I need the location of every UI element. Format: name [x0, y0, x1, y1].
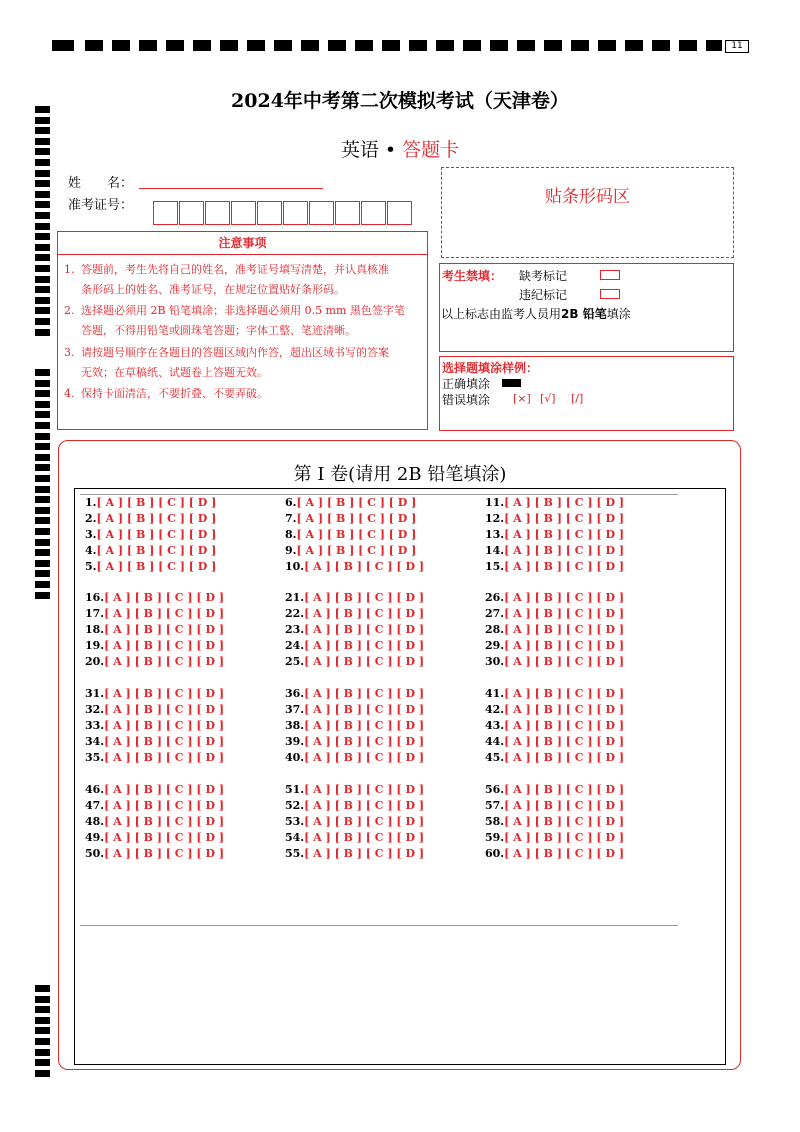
- answer-options[interactable]: [ A ] [ B ] [ C ] [ D ]: [504, 703, 625, 716]
- question-number: 9.: [285, 544, 297, 557]
- question-53[interactable]: [285, 815, 424, 829]
- timing-mark: [35, 996, 50, 1003]
- timing-mark: [35, 212, 50, 219]
- answer-options[interactable]: [ A ] [ B ] [ C ] [ D ]: [96, 496, 217, 509]
- question-number: 25.: [285, 655, 305, 668]
- answer-options[interactable]: [ A ] [ B ] [ C ] [ D ]: [104, 623, 225, 636]
- question-number: 34.: [85, 735, 105, 748]
- question-45[interactable]: [485, 751, 624, 765]
- question-25[interactable]: [285, 655, 424, 669]
- timing-mark: [35, 507, 50, 514]
- timing-mark: [35, 528, 50, 535]
- answer-options[interactable]: [ A ] [ B ] [ C ] [ D ]: [96, 528, 217, 541]
- question-3[interactable]: [85, 528, 216, 542]
- timing-mark: [35, 1017, 50, 1024]
- question-39[interactable]: [285, 735, 424, 749]
- subject-name: 英语: [340, 139, 379, 161]
- note-item: 1. 答题前，考生先将自己的姓名，准考证号填写清楚，并认真核准 条形码上的姓名、准考证号，在规定位置贴好条形码。: [64, 263, 389, 296]
- violation-mark-box[interactable]: [600, 289, 620, 299]
- answer-options[interactable]: [ A ] [ B ] [ C ] [ D ]: [296, 528, 417, 541]
- question-24[interactable]: [285, 639, 424, 653]
- answer-options[interactable]: [ A ] [ B ] [ C ] [ D ]: [504, 751, 625, 764]
- correct-fill-sample: [502, 379, 521, 387]
- answer-options[interactable]: [ A ] [ B ] [ C ] [ D ]: [304, 735, 425, 748]
- forbidden-box: [439, 263, 734, 352]
- subject-line: [0, 135, 800, 162]
- wrong-label: 错误填涂: [442, 393, 491, 407]
- question-number: 1.: [85, 496, 97, 509]
- answer-options[interactable]: [ A ] [ B ] [ C ] [ D ]: [504, 639, 625, 652]
- question-number: 7.: [285, 512, 297, 525]
- answer-options[interactable]: [ A ] [ B ] [ C ] [ D ]: [504, 528, 625, 541]
- question-number: 30.: [485, 655, 505, 668]
- absent-label: 缺考标记: [519, 269, 568, 283]
- question-41[interactable]: [485, 687, 624, 701]
- question-number: 10.: [285, 560, 305, 573]
- question-48[interactable]: [85, 815, 224, 829]
- question-number: 54.: [285, 831, 305, 844]
- question-number: 4.: [85, 544, 97, 557]
- timing-mark: [35, 1059, 50, 1066]
- question-12[interactable]: [485, 512, 624, 526]
- question-number: 43.: [485, 719, 505, 732]
- answer-options[interactable]: [ A ] [ B ] [ C ] [ D ]: [504, 496, 625, 509]
- timing-mark: [35, 329, 50, 336]
- question-54[interactable]: [285, 831, 424, 845]
- answer-options[interactable]: [ A ] [ B ] [ C ] [ D ]: [504, 799, 625, 812]
- timing-mark: [35, 985, 50, 992]
- timing-mark: [35, 1027, 50, 1034]
- question-number: 2.: [85, 512, 97, 525]
- question-number: 16.: [85, 591, 105, 604]
- question-40[interactable]: [285, 751, 424, 765]
- question-38[interactable]: [285, 719, 424, 733]
- sample-box: [439, 356, 734, 431]
- question-9[interactable]: [285, 544, 416, 558]
- answer-options[interactable]: [ A ] [ B ] [ C ] [ D ]: [104, 719, 225, 732]
- question-56[interactable]: [485, 783, 624, 797]
- answer-options[interactable]: [ A ] [ B ] [ C ] [ D ]: [104, 799, 225, 812]
- page-number: 11: [725, 40, 749, 53]
- answer-options[interactable]: [ A ] [ B ] [ C ] [ D ]: [304, 847, 425, 860]
- question-number: 19.: [85, 639, 105, 652]
- question-31[interactable]: [85, 687, 224, 701]
- answer-options[interactable]: [ A ] [ B ] [ C ] [ D ]: [296, 512, 417, 525]
- question-49[interactable]: [85, 831, 224, 845]
- forbidden-note: 以上标志由监考人员用2B 铅笔填涂: [441, 307, 631, 321]
- question-number: 40.: [285, 751, 305, 764]
- question-number: 39.: [285, 735, 305, 748]
- answer-options[interactable]: [ A ] [ B ] [ C ] [ D ]: [104, 847, 225, 860]
- answer-options[interactable]: [ A ] [ B ] [ C ] [ D ]: [504, 687, 625, 700]
- question-17[interactable]: [85, 607, 224, 621]
- question-number: 32.: [85, 703, 105, 716]
- question-22[interactable]: [285, 607, 424, 621]
- timing-mark: [35, 201, 50, 208]
- question-number: 24.: [285, 639, 305, 652]
- question-number: 29.: [485, 639, 505, 652]
- answer-options[interactable]: [ A ] [ B ] [ C ] [ D ]: [104, 831, 225, 844]
- question-number: 6.: [285, 496, 297, 509]
- answer-options[interactable]: [ A ] [ B ] [ C ] [ D ]: [104, 751, 225, 764]
- absent-mark-box[interactable]: [600, 270, 620, 280]
- timing-mark: [35, 443, 50, 450]
- forbidden-title: 考生禁填：: [442, 269, 503, 283]
- question-number: 15.: [485, 560, 505, 573]
- question-47[interactable]: [85, 799, 224, 813]
- answer-options[interactable]: [ A ] [ B ] [ C ] [ D ]: [504, 544, 625, 557]
- question-number: 8.: [285, 528, 297, 541]
- question-43[interactable]: [485, 719, 624, 733]
- answer-options[interactable]: [ A ] [ B ] [ C ] [ D ]: [304, 623, 425, 636]
- timing-mark: [35, 1049, 50, 1056]
- timing-mark: [35, 1006, 50, 1013]
- timing-mark: [35, 369, 50, 376]
- question-27[interactable]: [485, 607, 624, 621]
- question-20[interactable]: [85, 655, 224, 669]
- answer-options[interactable]: [ A ] [ B ] [ C ] [ D ]: [304, 751, 425, 764]
- question-number: 37.: [285, 703, 305, 716]
- question-7[interactable]: [285, 512, 416, 526]
- question-number: 35.: [85, 751, 105, 764]
- timing-mark: [35, 560, 50, 567]
- answer-options[interactable]: [ A ] [ B ] [ C ] [ D ]: [504, 512, 625, 525]
- answer-options[interactable]: [ A ] [ B ] [ C ] [ D ]: [504, 591, 625, 604]
- question-4[interactable]: [85, 544, 216, 558]
- timing-mark: [35, 265, 50, 272]
- question-number: 21.: [285, 591, 305, 604]
- barcode-area: 贴条形码区: [441, 167, 734, 258]
- answer-options[interactable]: [ A ] [ B ] [ C ] [ D ]: [304, 719, 425, 732]
- question-58[interactable]: [485, 815, 624, 829]
- wrong-mark-x: [×]: [513, 392, 531, 405]
- sample-title: 选择题填涂样例：: [442, 361, 539, 375]
- question-number: 58.: [485, 815, 505, 828]
- answer-options[interactable]: [ A ] [ B ] [ C ] [ D ]: [104, 687, 225, 700]
- question-44[interactable]: [485, 735, 624, 749]
- question-18[interactable]: [85, 623, 224, 637]
- question-52[interactable]: [285, 799, 424, 813]
- timing-mark: [35, 390, 50, 397]
- name-field[interactable]: [139, 188, 323, 189]
- answer-options[interactable]: [ A ] [ B ] [ C ] [ D ]: [504, 783, 625, 796]
- question-number: 28.: [485, 623, 505, 636]
- answer-options[interactable]: [ A ] [ B ] [ C ] [ D ]: [504, 623, 625, 636]
- answer-options[interactable]: [ A ] [ B ] [ C ] [ D ]: [104, 703, 225, 716]
- notes-box: [57, 231, 428, 430]
- timing-mark: [35, 401, 50, 408]
- question-number: 51.: [285, 783, 305, 796]
- answer-options[interactable]: [ A ] [ B ] [ C ] [ D ]: [296, 544, 417, 557]
- question-number: 22.: [285, 607, 305, 620]
- question-number: 38.: [285, 719, 305, 732]
- question-number: 33.: [85, 719, 105, 732]
- question-number: 14.: [485, 544, 505, 557]
- question-32[interactable]: [85, 703, 224, 717]
- name-label: 姓 名：: [68, 176, 134, 191]
- answer-options[interactable]: [ A ] [ B ] [ C ] [ D ]: [104, 639, 225, 652]
- wrong-mark-check: [√]: [540, 392, 556, 405]
- question-26[interactable]: [485, 591, 624, 605]
- answer-options[interactable]: [ A ] [ B ] [ C ] [ D ]: [304, 783, 425, 796]
- timing-mark: [35, 380, 50, 387]
- timing-mark: [35, 1070, 50, 1077]
- timing-mark: [35, 297, 50, 304]
- timing-mark: [35, 433, 50, 440]
- answer-options[interactable]: [ A ] [ B ] [ C ] [ D ]: [104, 655, 225, 668]
- question-number: 47.: [85, 799, 105, 812]
- question-51[interactable]: [285, 783, 424, 797]
- question-34[interactable]: [85, 735, 224, 749]
- answer-options[interactable]: [ A ] [ B ] [ C ] [ D ]: [304, 815, 425, 828]
- timing-mark: [35, 307, 50, 314]
- question-2[interactable]: [85, 512, 216, 526]
- question-11[interactable]: [485, 496, 624, 510]
- timing-mark: [35, 223, 50, 230]
- question-14[interactable]: [485, 544, 624, 558]
- question-37[interactable]: [285, 703, 424, 717]
- question-number: 56.: [485, 783, 505, 796]
- question-23[interactable]: [285, 623, 424, 637]
- top-rule: [80, 494, 678, 495]
- answer-options[interactable]: [ A ] [ B ] [ C ] [ D ]: [96, 560, 217, 573]
- question-33[interactable]: [85, 719, 224, 733]
- answer-options[interactable]: [ A ] [ B ] [ C ] [ D ]: [304, 831, 425, 844]
- timing-mark: [35, 180, 50, 187]
- answer-options[interactable]: [ A ] [ B ] [ C ] [ D ]: [296, 496, 417, 509]
- question-15[interactable]: [485, 560, 624, 574]
- answer-options[interactable]: [ A ] [ B ] [ C ] [ D ]: [104, 815, 225, 828]
- answer-options[interactable]: [ A ] [ B ] [ C ] [ D ]: [96, 512, 217, 525]
- question-number: 52.: [285, 799, 305, 812]
- question-number: 48.: [85, 815, 105, 828]
- answer-options[interactable]: [ A ] [ B ] [ C ] [ D ]: [304, 607, 425, 620]
- question-50[interactable]: [85, 847, 224, 861]
- question-5[interactable]: [85, 560, 216, 574]
- timing-mark: [35, 318, 50, 325]
- answer-options[interactable]: [ A ] [ B ] [ C ] [ D ]: [304, 655, 425, 668]
- answer-options[interactable]: [ A ] [ B ] [ C ] [ D ]: [104, 607, 225, 620]
- question-29[interactable]: [485, 639, 624, 653]
- question-number: 12.: [485, 512, 505, 525]
- question-number: 59.: [485, 831, 505, 844]
- timing-mark: [35, 517, 50, 524]
- timing-mark: [35, 486, 50, 493]
- timing-mark: [35, 592, 50, 599]
- exam-title: 2024年中考第二次模拟考试（天津卷）: [231, 90, 569, 112]
- question-35[interactable]: [85, 751, 224, 765]
- question-13[interactable]: [485, 528, 624, 542]
- answer-options[interactable]: [ A ] [ B ] [ C ] [ D ]: [104, 783, 225, 796]
- question-16[interactable]: [85, 591, 224, 605]
- timing-mark: [35, 581, 50, 588]
- timing-mark: [35, 1038, 50, 1045]
- question-number: 49.: [85, 831, 105, 844]
- answer-options[interactable]: [ A ] [ B ] [ C ] [ D ]: [504, 655, 625, 668]
- question-number: 45.: [485, 751, 505, 764]
- question-number: 46.: [85, 783, 105, 796]
- question-number: 5.: [85, 560, 97, 573]
- answer-options[interactable]: [ A ] [ B ] [ C ] [ D ]: [504, 815, 625, 828]
- question-number: 27.: [485, 607, 505, 620]
- question-number: 36.: [285, 687, 305, 700]
- timing-mark: [35, 286, 50, 293]
- question-number: 18.: [85, 623, 105, 636]
- question-8[interactable]: [285, 528, 416, 542]
- question-number: 57.: [485, 799, 505, 812]
- question-number: 55.: [285, 847, 305, 860]
- timing-mark: [35, 539, 50, 546]
- notes-header: 注意事项: [58, 232, 427, 255]
- timing-mark: [35, 496, 50, 503]
- timing-mark: [35, 233, 50, 240]
- section-title: 第 I 卷(请用 2B 铅笔填涂): [293, 464, 507, 485]
- question-36[interactable]: [285, 687, 424, 701]
- answer-frame: [74, 488, 726, 1065]
- timing-mark: [35, 254, 50, 261]
- question-number: 13.: [485, 528, 505, 541]
- question-number: 31.: [85, 687, 105, 700]
- note-item: 3. 请按题号顺序在各题目的答题区域内作答，超出区域书写的答案 无效；在草稿纸、试题卷上答题无效。: [64, 346, 389, 379]
- answer-options[interactable]: [ A ] [ B ] [ C ] [ D ]: [504, 607, 625, 620]
- question-59[interactable]: [485, 831, 624, 845]
- question-46[interactable]: [85, 783, 224, 797]
- timing-mark: [35, 276, 50, 283]
- question-number: 26.: [485, 591, 505, 604]
- answer-options[interactable]: [ A ] [ B ] [ C ] [ D ]: [104, 735, 225, 748]
- question-number: 20.: [85, 655, 105, 668]
- timing-mark: [35, 570, 50, 577]
- timing-mark: [35, 549, 50, 556]
- answer-options[interactable]: [ A ] [ B ] [ C ] [ D ]: [504, 831, 625, 844]
- question-number: 50.: [85, 847, 105, 860]
- answer-options[interactable]: [ A ] [ B ] [ C ] [ D ]: [96, 544, 217, 557]
- answer-options[interactable]: [ A ] [ B ] [ C ] [ D ]: [304, 799, 425, 812]
- question-number: 17.: [85, 607, 105, 620]
- question-28[interactable]: [485, 623, 624, 637]
- question-30[interactable]: [485, 655, 624, 669]
- note-item: 4. 保持卡面清洁，不要折叠、不要弄破。: [64, 387, 268, 400]
- question-6[interactable]: [285, 496, 416, 510]
- question-10[interactable]: [285, 560, 424, 574]
- violation-label: 违纪标记: [519, 288, 568, 302]
- question-55[interactable]: [285, 847, 424, 861]
- question-60[interactable]: [485, 847, 624, 861]
- timing-mark: [35, 411, 50, 418]
- question-42[interactable]: [485, 703, 624, 717]
- timing-mark: [35, 191, 50, 198]
- timing-mark: [35, 244, 50, 251]
- timing-mark: [35, 127, 50, 134]
- timing-mark: [35, 117, 50, 124]
- question-number: 44.: [485, 735, 505, 748]
- answer-options[interactable]: [ A ] [ B ] [ C ] [ D ]: [304, 703, 425, 716]
- question-number: 60.: [485, 847, 505, 860]
- answer-options[interactable]: [ A ] [ B ] [ C ] [ D ]: [504, 560, 625, 573]
- question-57[interactable]: [485, 799, 624, 813]
- question-number: 41.: [485, 687, 505, 700]
- timing-mark: [35, 422, 50, 429]
- question-number: 23.: [285, 623, 305, 636]
- question-number: 53.: [285, 815, 305, 828]
- question-number: 11.: [485, 496, 505, 509]
- question-number: 3.: [85, 528, 97, 541]
- answer-options[interactable]: [ A ] [ B ] [ C ] [ D ]: [304, 687, 425, 700]
- question-number: 42.: [485, 703, 505, 716]
- answer-options[interactable]: [ A ] [ B ] [ C ] [ D ]: [304, 591, 425, 604]
- wrong-mark-slash: [/]: [571, 392, 584, 405]
- answer-options[interactable]: [ A ] [ B ] [ C ] [ D ]: [504, 735, 625, 748]
- card-label: 答题卡: [402, 139, 460, 161]
- answer-options[interactable]: [ A ] [ B ] [ C ] [ D ]: [304, 560, 425, 573]
- question-19[interactable]: [85, 639, 224, 653]
- id-label: 准考证号：: [68, 198, 134, 213]
- note-item: 2. 选择题必须用 2B 铅笔填涂；非选择题必须用 0.5 mm 黑色签字笔 答题，不得用铅笔或圆珠笔答题；字体工整、笔迹清晰。: [64, 304, 405, 337]
- answer-options[interactable]: [ A ] [ B ] [ C ] [ D ]: [304, 639, 425, 652]
- question-21[interactable]: [285, 591, 424, 605]
- answer-options[interactable]: [ A ] [ B ] [ C ] [ D ]: [504, 719, 625, 732]
- answer-options[interactable]: [ A ] [ B ] [ C ] [ D ]: [104, 591, 225, 604]
- question-1[interactable]: [85, 496, 216, 510]
- timing-mark: [35, 170, 50, 177]
- correct-label: 正确填涂: [442, 377, 491, 391]
- answer-options[interactable]: [ A ] [ B ] [ C ] [ D ]: [504, 847, 625, 860]
- bottom-rule: [80, 925, 678, 926]
- subject-separator: •: [384, 139, 397, 161]
